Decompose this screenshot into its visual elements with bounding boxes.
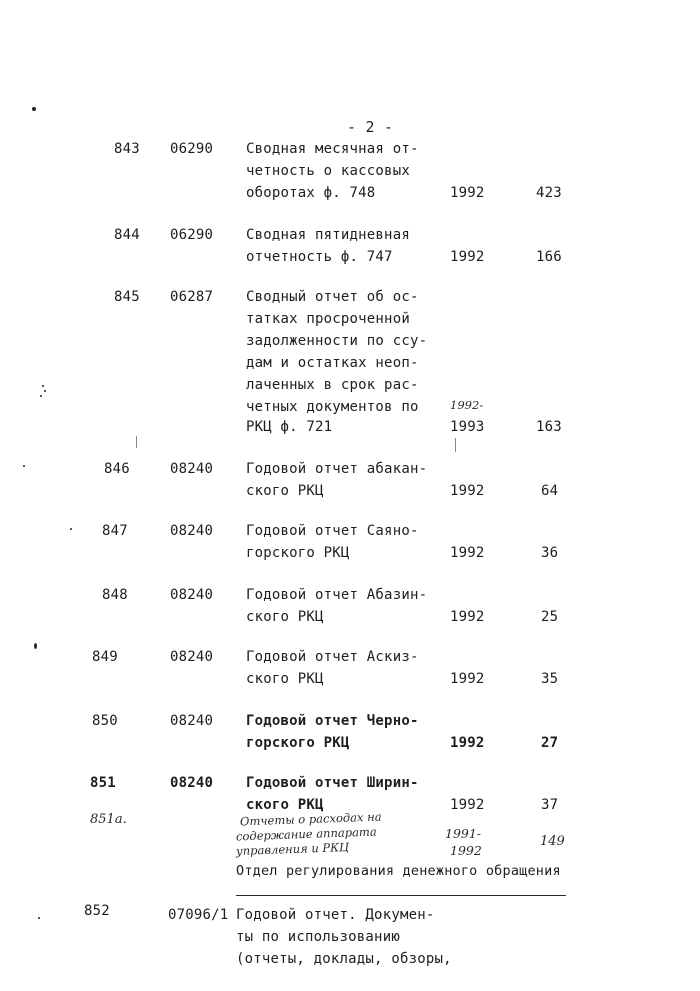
entry-pages: 37 bbox=[541, 797, 559, 813]
entry-fond: 08240 bbox=[170, 461, 214, 477]
entry-title-line: оборотах ф. 748 bbox=[246, 185, 376, 201]
entry-title-line: лаченных в срок рас- bbox=[246, 377, 419, 393]
entry-year: 1992 bbox=[450, 735, 485, 751]
entry-title-line: Годовой отчет Черно- bbox=[246, 713, 419, 729]
handwritten-line: Отчеты о расходах на bbox=[239, 809, 382, 829]
entry-fond: 08240 bbox=[170, 523, 214, 539]
entry-number: 850 bbox=[92, 713, 118, 729]
entry-title-line: Сводная месячная от- bbox=[246, 141, 419, 157]
entry-pages: 423 bbox=[536, 185, 562, 201]
entry-title-line: отчетность ф. 747 bbox=[246, 249, 393, 265]
entry-fond: 08240 bbox=[170, 649, 214, 665]
handwritten-line: управления и РКЦ bbox=[235, 840, 350, 858]
entry-year: 1992 bbox=[450, 797, 485, 813]
scan-mark bbox=[136, 436, 137, 448]
entry-title-line: ского РКЦ bbox=[246, 609, 324, 625]
entry-number: 848 bbox=[102, 587, 128, 603]
entry-title-line: ты по использованию bbox=[236, 929, 400, 945]
handwritten-year-start: 1991- bbox=[445, 826, 482, 841]
entry-title-line: ского РКЦ bbox=[246, 671, 324, 687]
entry-fond: 06290 bbox=[170, 141, 214, 157]
entry-pages: 25 bbox=[541, 609, 559, 625]
section-divider bbox=[236, 895, 566, 896]
entry-title-line: четность о кассовых bbox=[246, 163, 410, 179]
entry-year-note: 1992- bbox=[450, 398, 484, 412]
handwritten-pages: 149 bbox=[540, 834, 565, 849]
page-number: - 2 - bbox=[347, 118, 394, 136]
scan-speck bbox=[34, 643, 37, 649]
entry-number: 845 bbox=[114, 289, 140, 305]
scan-mark bbox=[455, 438, 456, 452]
entry-fond: 06290 bbox=[170, 227, 214, 243]
entry-title-line: Сводный отчет об ос- bbox=[246, 289, 419, 305]
scan-speck bbox=[40, 395, 42, 397]
entry-title-line: Годовой отчет Абазин- bbox=[246, 587, 428, 603]
entry-title-line: Годовой отчет Аскиз- bbox=[246, 649, 419, 665]
entry-number: 846 bbox=[104, 461, 130, 477]
entry-title-line: горского РКЦ bbox=[246, 735, 350, 751]
entry-pages: 36 bbox=[541, 545, 559, 561]
entry-pages: 27 bbox=[541, 735, 559, 751]
scan-speck bbox=[44, 390, 46, 392]
entry-year: 1992 bbox=[450, 185, 485, 201]
entry-year: 1992 bbox=[450, 483, 485, 499]
entry-number: 847 bbox=[102, 523, 128, 539]
entry-pages: 163 bbox=[536, 419, 562, 435]
entry-fond: 06287 bbox=[170, 289, 214, 305]
entry-title-line: (отчеты, доклады, обзоры, bbox=[236, 951, 452, 967]
entry-year: 1992 bbox=[450, 671, 485, 687]
entry-year: 1992 bbox=[450, 545, 485, 561]
entry-title-line: Годовой отчет. Докумен- bbox=[236, 907, 435, 923]
entry-number: 851 bbox=[90, 775, 116, 791]
entry-pages: 64 bbox=[541, 483, 559, 499]
entry-title-line: Годовой отчет Саяно- bbox=[246, 523, 419, 539]
entry-fond: 08240 bbox=[170, 587, 214, 603]
entry-fond: 07096/1 bbox=[168, 907, 229, 923]
entry-number: 852 bbox=[84, 903, 110, 919]
entry-year: 1992 bbox=[450, 609, 485, 625]
entry-title-line: Годовой отчет абакан- bbox=[246, 461, 428, 477]
handwritten-line: содержание аппарата bbox=[235, 824, 377, 844]
scan-speck bbox=[38, 917, 40, 919]
entry-title-line: задолженности по ссу- bbox=[246, 333, 428, 349]
entry-fond: 08240 bbox=[170, 775, 214, 791]
entry-title-line: ского РКЦ bbox=[246, 797, 324, 813]
entry-title-line: дам и остатках неоп- bbox=[246, 355, 419, 371]
entry-title-line: РКЦ ф. 721 bbox=[246, 419, 333, 435]
entry-number: 843 bbox=[114, 141, 140, 157]
scan-speck bbox=[42, 385, 44, 387]
entry-title-line: Сводная пятидневная bbox=[246, 227, 410, 243]
entry-number: 844 bbox=[114, 227, 140, 243]
entry-fond: 08240 bbox=[170, 713, 214, 729]
scan-speck bbox=[32, 107, 36, 111]
entry-title-line: четных документов по bbox=[246, 399, 419, 415]
entry-title-line: татках просроченной bbox=[246, 311, 410, 327]
entry-title-line: горского РКЦ bbox=[246, 545, 350, 561]
entry-year: 1993 bbox=[450, 419, 485, 435]
entry-title-line: Годовой отчет Ширин- bbox=[246, 775, 419, 791]
entry-pages: 166 bbox=[536, 249, 562, 265]
handwritten-number: 851а. bbox=[90, 812, 127, 827]
entry-pages: 35 bbox=[541, 671, 559, 687]
entry-year: 1992 bbox=[450, 249, 485, 265]
scan-speck bbox=[70, 528, 72, 530]
section-title: Отдел регулирования денежного обращения bbox=[236, 863, 561, 879]
entry-number: 849 bbox=[92, 649, 118, 665]
scan-speck bbox=[23, 465, 25, 467]
handwritten-year-end: 1992 bbox=[450, 843, 482, 858]
entry-title-line: ского РКЦ bbox=[246, 483, 324, 499]
